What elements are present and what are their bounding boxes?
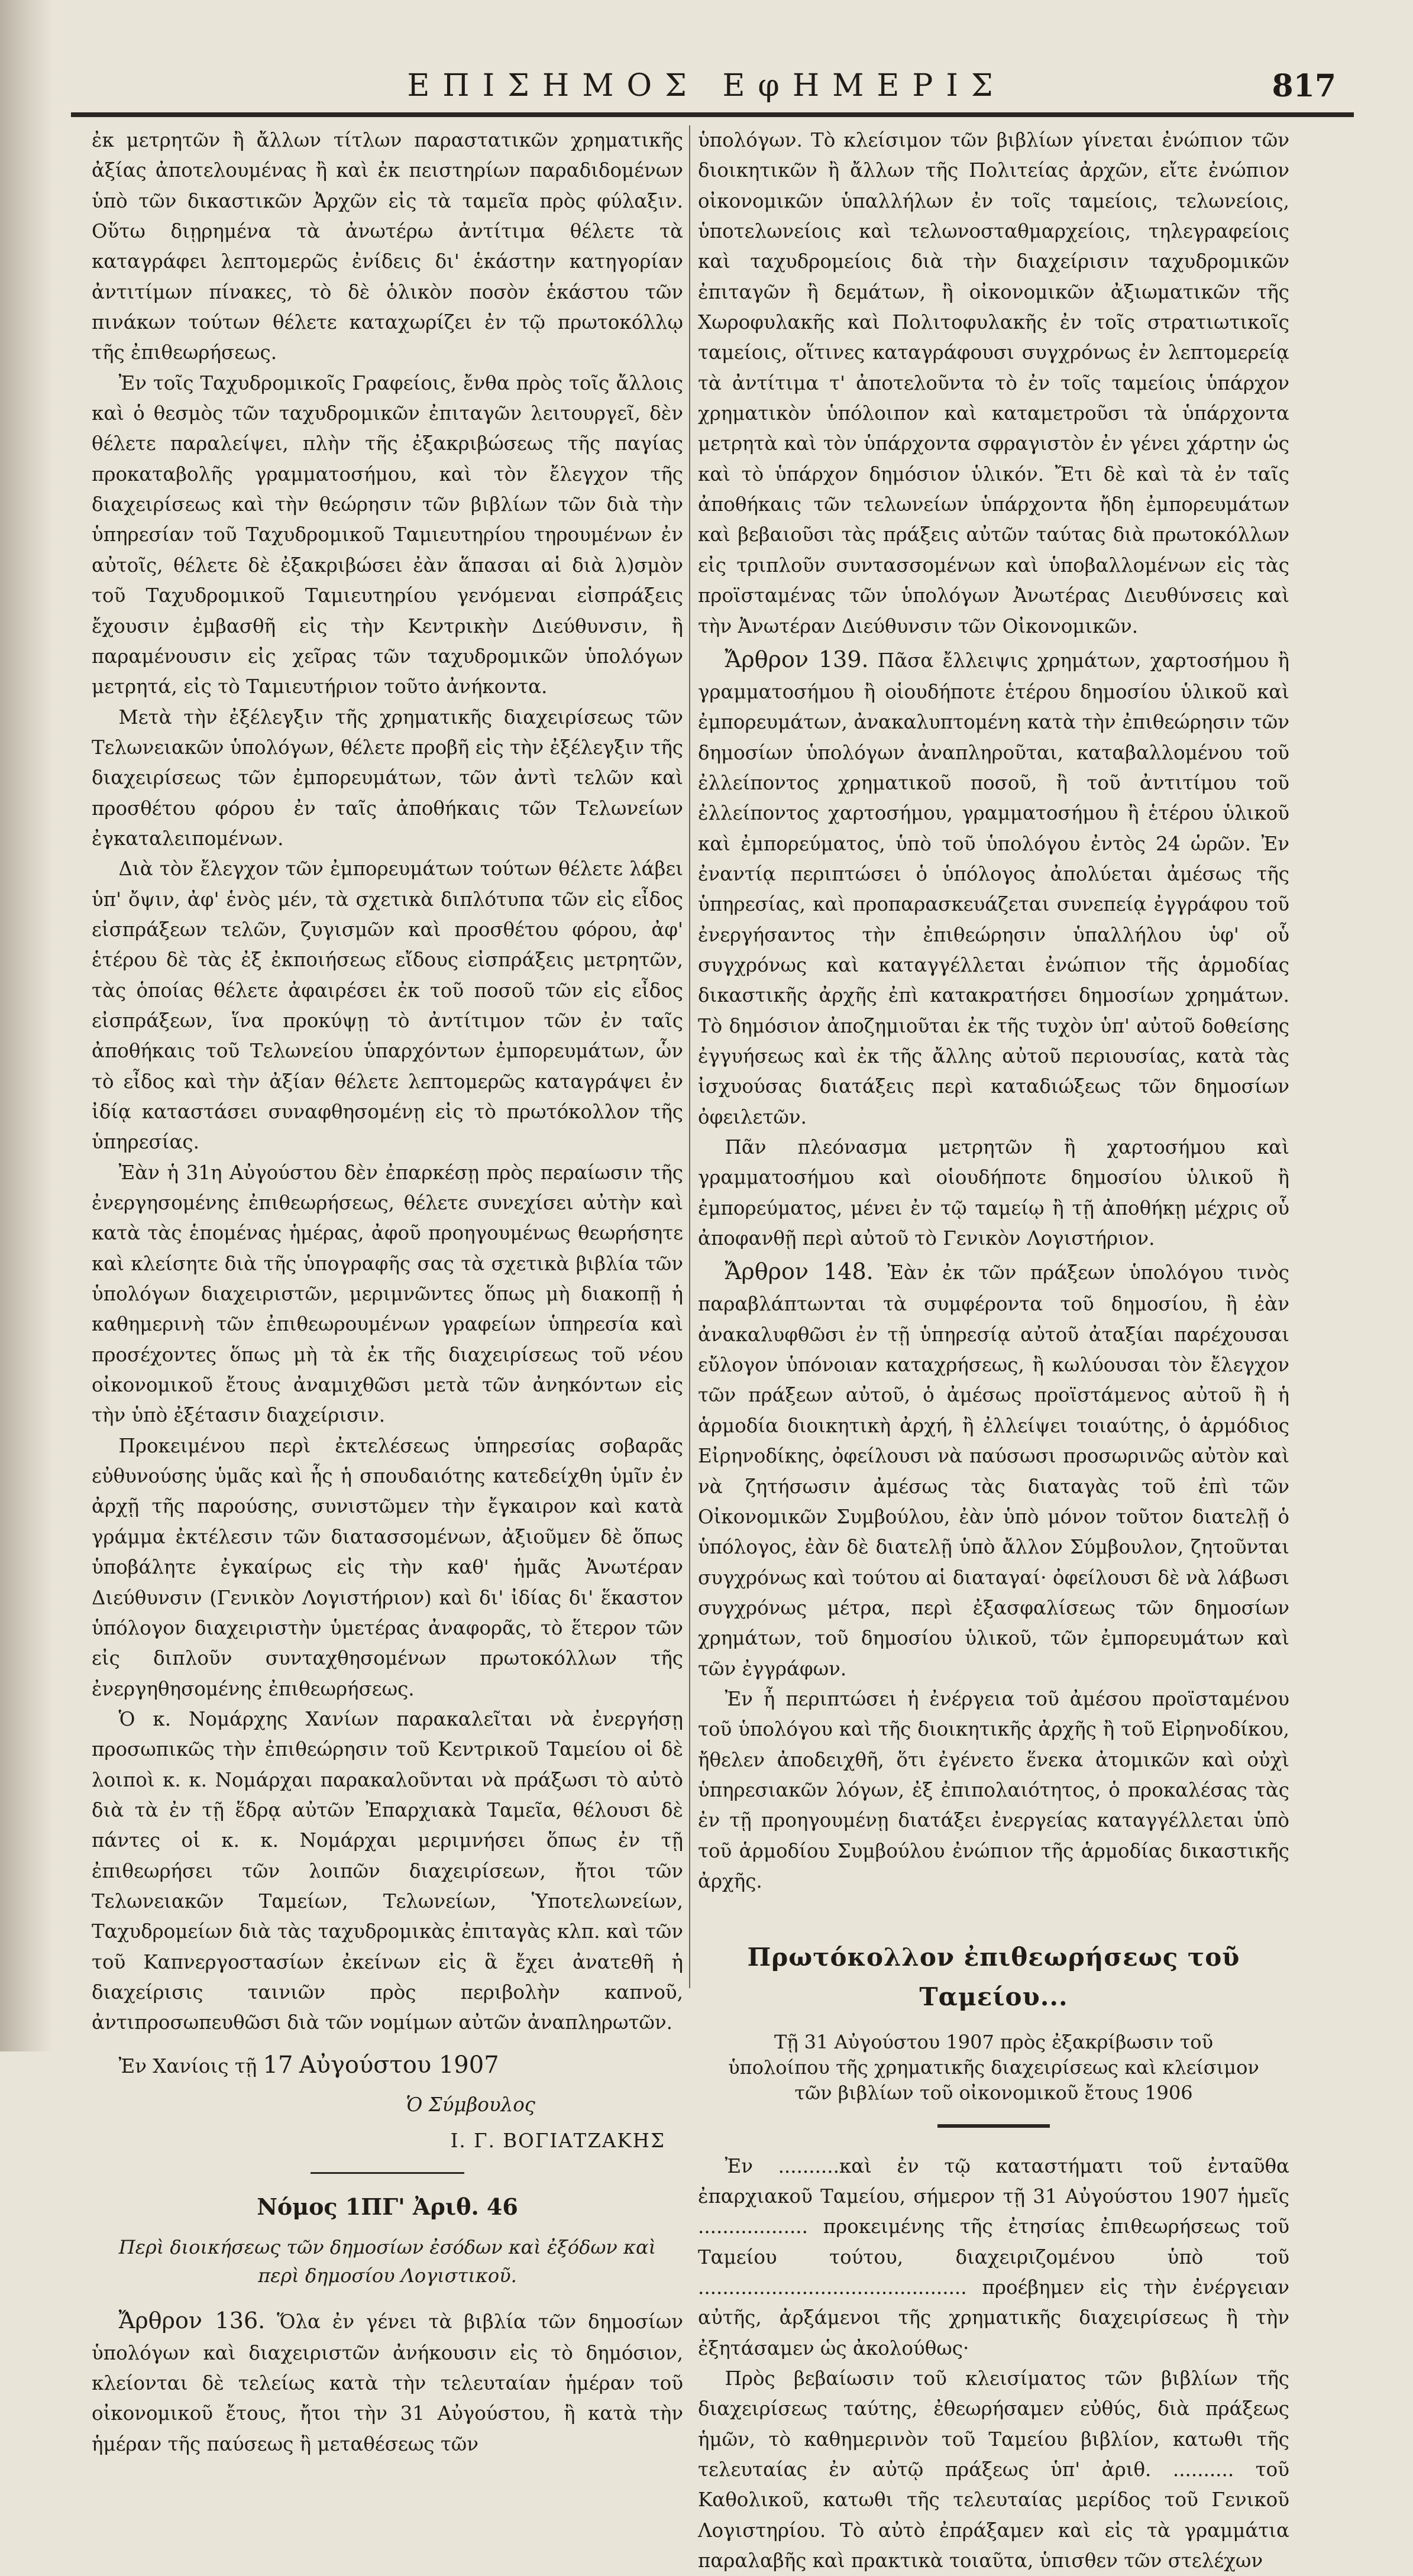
signer-name: Ι. Γ. ΒΟΓΙΑΤΖΑΚΗΣ xyxy=(450,2130,665,2153)
paragraph: ἐκ μετρητῶν ἢ ἄλλων τίτλων παραστατικῶν χρηματικῆς ἀξίας ἀποτελουμένας ἢ καὶ ἐκ πειστηρίων παραδιδομένων ὑπὸ τῶν δικαστικῶν Ἀρχῶν εἰς τὰ ταμεῖα πρὸς φύλαξιν. Οὕτω διῃρημένα τὰ ἀνωτέρω ἀντίτιμα θέλετε τὰ καταγράφει λεπτομερῶς ἐνίδεις δι' ἑκάστην κατηγορίαν ἀντιτίμων πίνακες, τὸ δὲ ὁλικὸν ποσὸν ἑκάστου τῶν πινάκων τούτων θέλετε καταχωρίζει ἐν τῷ πρωτοκόλλῳ τῆς ἐπιθεωρήσεως. xyxy=(92,129,683,364)
paragraph: Ἐν ἧ περιπτώσει ἡ ἐνέργεια τοῦ ἀμέσου προϊσταμένου τοῦ ὑπολόγου καὶ τῆς διοικητικῆς ἀρχῆς ἢ τοῦ Εἰρηνοδίκου, ἤθελεν ἀποδειχθῆ, ὅτι ἐγένετο ἕνεκα ἀτομικῶν καὶ οὐχὶ ὑπηρεσιακῶν λόγων, ἐξ ἐπιπολαιότητος, ὁ προκαλέσας τὰς ἐν τῇ προηγουμένῃ διατάξει ἐνεργείας καταγγέλλεται ὑπὸ τοῦ ἁρμοδίου Συμβούλου ἐνώπιον τῆς ἁρμοδίας δικαστικῆς ἀρχῆς. xyxy=(698,1687,1289,1892)
column-divider xyxy=(689,125,690,1988)
article-text: Ὅλα ἐν γένει τὰ βιβλία τῶν δημοσίων ὑπολόγων καὶ διαχειριστῶν ἀνήκουσιν εἰς τὸ δημόσιον, κλείονται δὲ τελείως κατὰ τὴν τελευταίαν ἡμέραν τοῦ οἰκονομικοῦ ἔτους, ἤτοι τὴν 31 Αὐγούστου, ἢ κατὰ τὴν ἡμέραν τῆς παύσεως ἢ μεταθέσεως τῶν xyxy=(92,2310,683,2455)
page-number: 817 xyxy=(1272,68,1336,104)
law-title: Νόμος 1ΠΓ' Ἀριθ. 46 xyxy=(257,2193,518,2220)
paragraph: Διὰ τὸν ἔλεγχον τῶν ἐμπορευμάτων τούτων θέλετε λάβει ὑπ' ὄψιν, ἀφ' ἑνὸς μέν, τὰ σχετικὰ διπλότυπα τῶν εἰς εἶδος εἰσπράξεων τελῶν, ζυγισμῶν καὶ προσθέτου φόρου, ἀφ' ἑτέρου δὲ τὰς ἐξ ἐκποιήσεως εἴδους εἰσπράξεις μετρητῶν, τὰς ὁποίας θέλετε ἀφαιρέσει ἐκ τοῦ ποσοῦ τῶν εἰς εἶδος εἰσπράξεων, ἵνα προκύψῃ τὸ ἀντίτιμον τῶν ἐν ταῖς ἀποθήκαις τοῦ Τελωνείου ὑπαρχόντων ἐμπορευμάτων, ὧν τὸ εἶδος καὶ τὴν ἀξίαν θέλετε λεπτομερῶς καταγράψει ἐν ἰδίᾳ καταστάσει συναφθησομένῃ εἰς τὸ πρωτόκολλον τῆς ὑπηρεσίας. xyxy=(92,857,683,1154)
article-label: Ἄρθρον 136. xyxy=(118,2307,266,2334)
left-column xyxy=(92,125,683,2455)
paragraph: ὑπολόγων. Τὸ κλείσιμον τῶν βιβλίων γίνεται ἐνώπιον τῶν διοικητικῶν ἢ ἄλλων τῆς Πολιτείας ἀρχῶν, εἴτε ἐνώπιον οἰκονομικῶν ὑπαλλήλων ἐν τοῖς ταμείοις, τελωνείοις, ὑποτελωνείοις καὶ τελωνοσταθμαρχείοις, τηλεγραφείοις καὶ ταχυδρομείοις διὰ τὴν διαχείρισιν ταχυδρομικῶν ἐπιταγῶν ἢ δεμάτων, ἢ οἰκονομικῶν ἀξιωματικῶν τῆς Χωροφυλακῆς καὶ Πολιτοφυλακῆς ἐν τοῖς στρατιωτικοῖς ταμείοις, οἵτινες καταγράφουσι συγχρόνως ἐν λεπτομερείᾳ τὰ ἀντίτιμα τ' ἀποτελοῦντα τὸ ἐν τοῖς ταμείοις ὑπάρχον χρηματικὸν ὑπόλοιπον καὶ καταμετροῦσι τὰ ὑπάρχοντα μετρητὰ καὶ τὸν ὑπάρχοντα σφραγιστὸν ἐν γένει χάρτην ὡς καὶ τὸ ὑπάρχον δημόσιον ὑλικόν. Ἔτι δὲ καὶ τὰ ἐν ταῖς ἀποθήκαις τῶν τελωνείων ὑπάρχοντα ἤδη ἐμπορευμάτων καὶ βεβαιοῦσι τὰς πράξεις αὐτῶν ταύτας διὰ πρωτοκόλλων εἰς τριπλοῦν συντασσομένων καὶ ὑποβαλλομένων εἰς τὰς προϊσταμένας τῶν ὑπολόγων Ἀνωτέρας Διευθύνσεις καὶ τὴν Ἀνωτέραν Διεύθυνσιν τῶν Οἰκονομικῶν. xyxy=(698,129,1289,637)
paragraph: Πρὸς βεβαίωσιν τοῦ κλεισίματος τῶν βιβλίων τῆς διαχειρίσεως ταύτης, ἐθεωρήσαμεν εὐθύς, διὰ πράξεως ἡμῶν, τὸ καθημερινὸν τοῦ Ταμείου βιβλίον, κατωθι τῆς τελευταίας ἐν αὐτῷ πράξεως ὑπ' ἀριθ. .......... τοῦ Καθολικοῦ, κατωθι τῆς τελευταίας μερίδος τοῦ Γενικοῦ Λογιστηρίου. Τὸ αὐτὸ ἐπράξαμεν καὶ εἰς τὰ γραμμάτια παραλαβῆς καὶ πρακτικὰ τοιαῦτα, ὑπισθεν τῶν στελέχων xyxy=(698,2367,1289,2572)
page-header xyxy=(71,56,1342,109)
article-label: Ἄρθρον 139. xyxy=(725,646,869,672)
article-text: Πᾶσα ἔλλειψις χρημάτων, χαρτοσήμου ἢ γραμματοσήμου ἢ οἱουδήποτε ἑτέρου δημοσίου ὑλικοῦ καὶ ἐμπορευμάτων, ἀνακαλυπτομένη κατὰ τὴν ἐπιθεώρησιν τῶν δημοσίων ὑπολόγων ἀναπληροῦται, καταβαλλομένου τοῦ ἐλλείποντος χρηματικοῦ ποσοῦ, ἢ τοῦ ἀντιτίμου τοῦ ἐλλείποντος χαρτοσήμου, γραμματοσήμου ἢ ἑτέρου ὑλικοῦ καὶ ἐμπορεύματος, ὑπὸ τοῦ ὑπολόγου ἐντὸς 24 ὡρῶν. Ἐν ἐναντίᾳ περιπτώσει ὁ ὑπόλογος ἀπολύεται ἀμέσως τῆς ὑπηρεσίας, καὶ προπαρασκευάζεται συνεπείᾳ ἐγγράφου τοῦ ἐνεργήσαντος τὴν ἐπιθεώρησιν ὑπαλλήλου ὑφ' οὗ συγχρόνως καὶ καταγγέλλεται ἐνώπιον τῆς ἁρμοδίας δικαστικῆς ἀρχῆς ἐπὶ κατακρατήσει δημοσίων χρημάτων. Τὸ δημόσιον ἀποζημιοῦται ἐκ τῆς τυχὸν ὑπ' αὐτοῦ δοθείσης ἐγγυήσεως καὶ ἐκ τῆς ἄλλης αὐτοῦ περιουσίας, κατὰ τὰς ἰσχυούσας διατάξεις περὶ καταδιώξεως τῶν δημοσίων ὀφειλετῶν. xyxy=(698,649,1289,1128)
section-divider xyxy=(937,2124,1050,2128)
signer-role: Ὁ Σύμβουλος xyxy=(406,2093,535,2116)
paragraph: Ἐὰν ἡ 31η Αὐγούστου δὲν ἐπαρκέσῃ πρὸς περαίωσιν τῆς ἐνεργησομένης ἐπιθεωρήσεως, θέλετε συνεχίσει αὐτὴν καὶ κατὰ τὰς ἑπομένας ἡμέρας, ἀφοῦ προηγουμένως θεωρήσητε καὶ κλείσητε διὰ τῆς ὑπογραφῆς σας τὰ σχετικὰ βιβλία τῶν ὑπολόγων διαχειριστῶν, μεριμνῶντες ὅπως μὴ διακοπῇ ἡ καθημερινὴ τῶν ἐπιθεωρουμένων γραφείων ὑπηρεσία καὶ προσέχοντες ὅπως μὴ τὰ ἐκ τῆς διαχειρίσεως τοῦ νέου οἰκονομικοῦ ἔτους ἀναμιχθῶσι μετὰ τῶν ἀνηκόντων εἰς τὴν ὑπὸ ἐξέτασιν διαχείρισιν. xyxy=(92,1161,683,1427)
paragraph: Πᾶν πλεόνασμα μετρητῶν ἢ χαρτοσήμου καὶ γραμματοσήμου καὶ οἱουδήποτε δημοσίου ὑλικοῦ ἢ ἐμπορεύματος, μένει ἐν τῷ ταμείῳ ἢ τῇ ἀποθήκῃ μέχρις οὗ ἀποφανθῇ περὶ αὐτοῦ τὸ Γενικὸν Λογιστήριον. xyxy=(698,1136,1289,1250)
dateline xyxy=(92,2047,683,2084)
law-subtitle: Περὶ διοικήσεως τῶν δημοσίων ἐσόδων καὶ ἐξόδων καὶ περὶ δημοσίου Λογιστικοῦ. xyxy=(118,2235,657,2287)
article-text: Ἐὰν ἐκ τῶν πράξεων ὑπολόγου τινὸς παραβλάπτωνται τὰ συμφέροντα τοῦ δημοσίου, ἢ ἐὰν ἀνακαλυφθῶσι ἐν τῇ ὑπηρεσίᾳ αὐτοῦ ἀταξίαι παρέχουσαι εὔλογον ὑπόνοιαν καταχρήσεως, ἢ κωλύουσαι τὸν ἔλεγχον τῶν πράξεων αὐτοῦ, ὁ ἀμέσως προϊστάμενος αὐτοῦ ἢ ἡ ἁρμοδία διοικητικὴ ἀρχή, ἢ ἐλλείψει τοιαύτης, ὁ ἁρμόδιος Εἰρηνοδίκης, ὀφείλουσι νὰ παύσωσι προσωρινῶς αὐτὸν καὶ νὰ ζητήσωσιν ἀμέσως τὰς διαταγὰς τοῦ ἐπὶ τῶν Οἰκονομικῶν Συμβούλου, ἐὰν ὑπὸ μόνον τοῦτον διατελῇ ὁ ὑπόλογος, ἐὰν δὲ διατελῇ ὑπὸ ἄλλον Σύμβουλον, ζητοῦνται συγχρόνως καὶ τούτου αἱ διαταγαί· ὀφείλουσι δὲ νὰ λάβωσι συγχρόνως μέτρα, περὶ ἐξασφαλίσεως τῶν δημοσίων χρημάτων, τοῦ δημοσίου ὑλικοῦ, τῶν ἐμπορευμάτων καὶ τῶν ἐγγράφων. xyxy=(698,1261,1289,1680)
paragraph: Ἐν ..........καὶ ἐν τῷ καταστήματι τοῦ ἐνταῦθα ἐπαρχιακοῦ Ταμείου, σήμερον τῇ 31 Αὐγούστου 1907 ἡμεῖς .................. προκειμένης τῆς ἐτησίας ἐπιθεωρήσεως τοῦ Ταμείου τούτου, διαχειριζομένου ὑπὸ τοῦ ............................................ προέβημεν εἰς τὴν ἐνέργειαν αὐτῆς, ἀρξάμενοι τῆς χρηματικῆς διαχειρίσεως ἢ τὴν ἐξητάσαμεν ὡς ἀκολούθως· xyxy=(698,2154,1289,2360)
article-136 xyxy=(92,2303,683,2460)
paragraph: Προκειμένου περὶ ἐκτελέσεως ὑπηρεσίας σοβαρᾶς εὐθυνούσης ὑμᾶς καὶ ἧς ἡ σπουδαιότης κατεδείχθη ὑμῖν ἐν ἀρχῇ τῆς παρούσης, συνιστῶμεν τὴν ἔγκαιρον καὶ κατὰ γράμμα ἐκτέλεσιν τῶν διατασσομένων, ἀξιοῦμεν δὲ ὅπως ὑποβάλητε ἐγκαίρως εἰς τὴν καθ' ἡμᾶς Ἀνωτέραν Διεύθυνσιν (Γενικὸν Λογιστήριον) καὶ δι' ἰδίας δι' ἕκαστον ὑπόλογον διαχειριστὴν ὑμετέρας ἀναφορᾶς, τὸ ἕτερον τῶν εἰς διπλοῦν συνταχθησομένων πρωτοκόλλων τῆς ἐνεργηθησομένης ἐπιθεωρήσεως. xyxy=(92,1434,683,1700)
article-label: Ἄρθρον 148. xyxy=(725,1258,874,1285)
protocol-title: Πρωτόκολλον ἐπιθεωρήσεως τοῦ Ταμείου... xyxy=(747,1943,1240,2011)
paragraph: Ἐν τοῖς Ταχυδρομικοῖς Γραφείοις, ἔνθα πρὸς τοῖς ἄλλοις καὶ ὁ θεσμὸς τῶν ταχυδρομικῶν ἐπιταγῶν λειτουργεῖ, δὲν θέλετε παραλείψει, πλὴν τῆς ἐξακριβώσεως τῆς παγίας προκαταβολῆς γραμματοσήμου, καὶ τὸν ἔλεγχον τῆς διαχειρίσεως καὶ τὴν θεώρησιν τῶν βιβλίων τῶν διὰ τὴν ὑπηρεσίαν τοῦ Ταχυδρομικοῦ Ταμιευτηρίου τηρουμένων ἐν αὐτοῖς, θέλετε δὲ ἐξακριβώσει ἐὰν ἅπασαι αἱ διὰ λ)σμὸν τοῦ Ταχυδρομικοῦ Ταμιευτηρίου γενόμεναι εἰσπράξεις ἔχουσιν ἐμβασθῆ εἰς τὴν Κεντρικὴν Διεύθυνσιν, ἢ παραμένουσιν εἰς χεῖρας τῶν ταχυδρομικῶν ὑπολόγων μετρητά, εἰς τὸ Ταμιευτήριον τοῦτο ἀνήκοντα. xyxy=(92,371,683,698)
right-column xyxy=(698,125,1289,2572)
paragraph: Ὁ κ. Νομάρχης Χανίων παρακαλεῖται νὰ ἐνεργήσῃ προσωπικῶς τὴν ἐπιθεώρησιν τοῦ Κεντρικοῦ Ταμείου οἱ δὲ λοιποὶ κ. κ. Νομάρχαι παρακαλοῦνται νὰ πράξωσι τὸ αὐτὸ διὰ τὰ ἐν τῇ ἕδρᾳ αὐτῶν Ἐπαρχιακὰ Ταμεῖα, θέλουσι δὲ πάντες οἱ κ. κ. Νομάρχαι μεριμνήσει ὅπως ἐν τῇ ἐπιθεωρήσει τῶν λοιπῶν διαχειρίσεων, ἤτοι τῶν Τελωνειακῶν Ταμείων, Τελωνείων, Ὑποτελωνείων, Ταχυδρομείων διὰ τὰς ταχυδρομικὰς ἐπιταγὰς κλπ. καὶ τῶν τοῦ Καπνεργοστασίων ἐκείνων εἰς ἃ ἔχει ἀνατεθῆ ἡ διαχείρισις ταινιῶν πρὸς περιβολὴν καπνοῦ, ἀντιπροσωπευθῶσι διὰ τῶν νομίμων αὐτῶν ἀναπληρωτῶν. xyxy=(92,1707,683,2034)
paragraph: Μετὰ τὴν ἐξέλεγξιν τῆς χρηματικῆς διαχειρίσεως τῶν Τελωνειακῶν ὑπολόγων, θέλετε προβῆ εἰς τὴν ἐξέλεγξιν τῆς διαχειρίσεως τῶν ἐμπορευμάτων, τῶν ἀντὶ τελῶν καὶ προσθέτου φόρου ἐν ταῖς ἀποθήκαις τῶν Τελωνείων ἐγκαταλειπομένων. xyxy=(92,706,683,850)
newspaper-title: ΕΠΙΣΗΜΟΣ ΕφΗΜΕΡΙΣ xyxy=(407,68,1006,103)
dateline-month-year: Αὐγούστου 1907 xyxy=(299,2051,499,2079)
article-148 xyxy=(698,1254,1289,1684)
section-divider xyxy=(311,2172,464,2174)
dateline-day: 17 xyxy=(263,2051,293,2079)
article-139 xyxy=(698,642,1289,1132)
dateline-place: Ἐν Χανίοις τῇ xyxy=(118,2054,257,2077)
page-binding-shadow xyxy=(0,0,53,2051)
header-rule xyxy=(71,112,1354,117)
protocol-subtitle: Τῇ 31 Αὐγούστου 1907 πρὸς ἐξακρίβωσιν τοῦ ὑπολοίπου τῆς χρηματικῆς διαχειρίσεως καὶ κλείσιμον τῶν βιβλίων τοῦ οἰκονομικοῦ ἔτους 1906 xyxy=(728,2031,1259,2105)
